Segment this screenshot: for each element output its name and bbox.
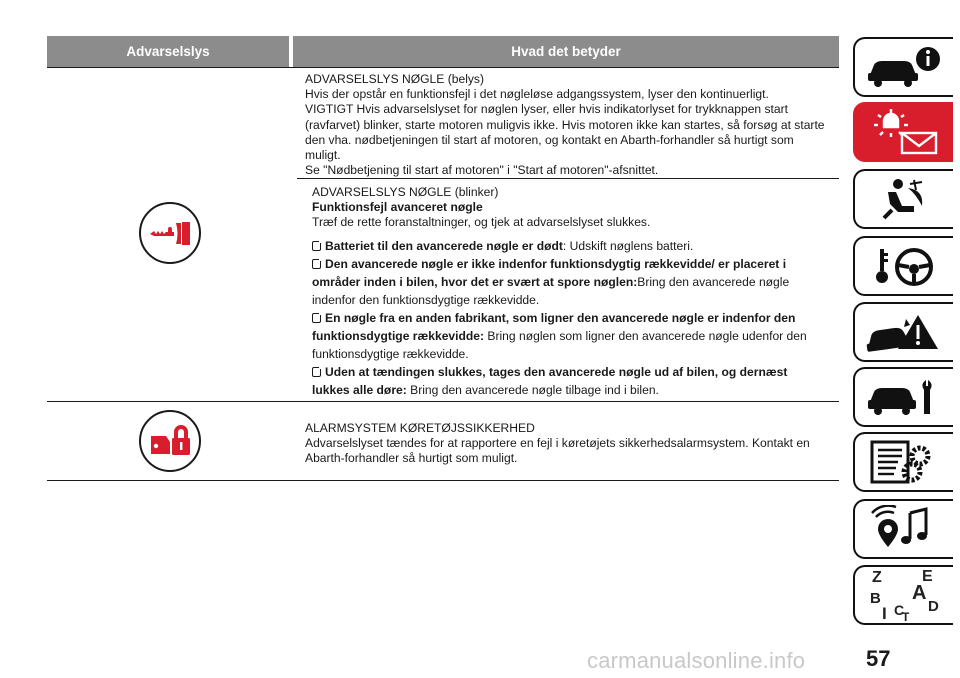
tab-warning-lights[interactable]: [853, 102, 953, 162]
watermark: carmanualsonline.info: [587, 648, 806, 673]
checkbox-bullet-icon: [312, 313, 321, 323]
alarm-system-description: ALARMSYSTEM KØRETØJSSIKKERHED Advarselslyset tændes for at rapportere en fejl i køretøjets sikkerhedsalarmsystem. Kontakt en Abarth-forhandler så hurtigt som muligt.: [305, 421, 810, 466]
key-light-on-description: ADVARSELSLYS NØGLE (belys) Hvis der opstår en funktionsfejl i det nøgleløse adgangssystem, lyser den kontinuerligt. VIGTIGT Hvis advarselslyset for nøglen lyser, eller hvis indikatorlyset for trykknappen start (ravfarvet) blinker, starte motoren muligvis ikke. Hvis motoren ikke kan startes, så forsøg at starte den vha. nødbetjeningen til start af motoren, og kontakt en Abarth-forhandler så hurtigt som muligt. Se "Nødbetjening til start af motoren" i "Start af motoren"-afsnittet.: [305, 72, 825, 178]
checkbox-bullet-icon: [312, 367, 321, 377]
index-letters-icon: Z E A B D I C T: [870, 568, 939, 624]
checkbox-bullet-icon: [312, 241, 321, 251]
multimedia-music-icon: [864, 505, 944, 553]
tab-car-info[interactable]: [853, 37, 953, 97]
row-divider: [47, 401, 839, 402]
column-header-warning-light: Advarselslys: [47, 36, 289, 67]
header-divider: [47, 67, 839, 68]
car-crash-warning-icon: [864, 309, 944, 355]
bullet-out-of-range: Den avancerede nøgle er ikke indenfor funktionsdygtig rækkevidde/ er placeret i områder inden i bilen, hvor det er svært at spore nøglen:Bring den avancerede nøgle indenfor den funktionsdygtige rækkevidde.: [312, 256, 790, 307]
sub-divider: [297, 178, 839, 179]
bullet-other-key: En nøgle fra en anden fabrikant, som ligner den avancerede nøgle er indenfor den funktionsdygtige rækkevidde: Bring nøglen som ligner den avancerede nøgle udenfor den funktionsdygtige rækkevidde.: [312, 310, 807, 361]
car-wrench-icon: [864, 374, 944, 420]
tab-index[interactable]: [853, 565, 953, 625]
bullet-key-removed: Uden at tændingen slukkes, tages den avancerede nøgle ud af bilen, og dernæst lukkes alle døre: Bring den avancerede nøgle tilbage ind i bilen.: [312, 364, 788, 397]
seat-airbag-icon: [864, 176, 944, 222]
checkbox-bullet-icon: [312, 259, 321, 269]
page-number: 57: [866, 646, 891, 671]
warning-light-message-icon: [864, 107, 944, 157]
column-header-meaning: Hvad det betyder: [293, 36, 839, 67]
tab-multimedia[interactable]: [853, 499, 953, 559]
alarm-system-light-icon: [139, 410, 201, 472]
malfunction-heading: Funktionsfejl avanceret nøgle: [312, 200, 483, 215]
key-light-blinking-description: ADVARSELSLYS NØGLE (blinker) Funktionsfejl avanceret nøgle Træf de rette foranstaltninger, og tjek at advarselslyset slukkes. Batteriet til den avancerede nøgle er dødt: Udskift nøglens batteri. Den avancerede nøgle er ikke indenfor funktionsdygtig rækkevidde/ er placeret i områder inden i bilen, hvor det er svært at spore nøglen:Bring den avancerede nøgle indenfor den funktionsdygtige rækkevidde. En nøgle fra en anden fabrikant, som ligner den avancerede nøgle er indenfor den funktionsdygtige rækkevidde: Bring nøglen som ligner den avancerede nøgle udenfor den funktionsdygtige rækkevidde. Uden at tændingen slukkes, tages den avancerede nøgle ud af bilen, og dernæst lukkes alle døre: Bring den avancerede nøgle tilbage ind i bilen.: [312, 185, 839, 399]
specs-gears-icon: [864, 438, 944, 486]
tab-starting-driving[interactable]: [853, 236, 953, 296]
bullet-battery-dead: Batteriet til den avancerede nøgle er dødt: Udskift nøglens batteri.: [312, 237, 839, 255]
table-bottom-line: [47, 480, 839, 481]
car-info-icon: [864, 45, 944, 89]
tab-safety[interactable]: [853, 169, 953, 229]
key-warning-light-icon: [139, 202, 201, 264]
tab-technical-data[interactable]: [853, 432, 953, 492]
key-steering-wheel-icon: [864, 243, 944, 289]
tab-emergency[interactable]: [853, 302, 953, 362]
tab-maintenance[interactable]: [853, 367, 953, 427]
